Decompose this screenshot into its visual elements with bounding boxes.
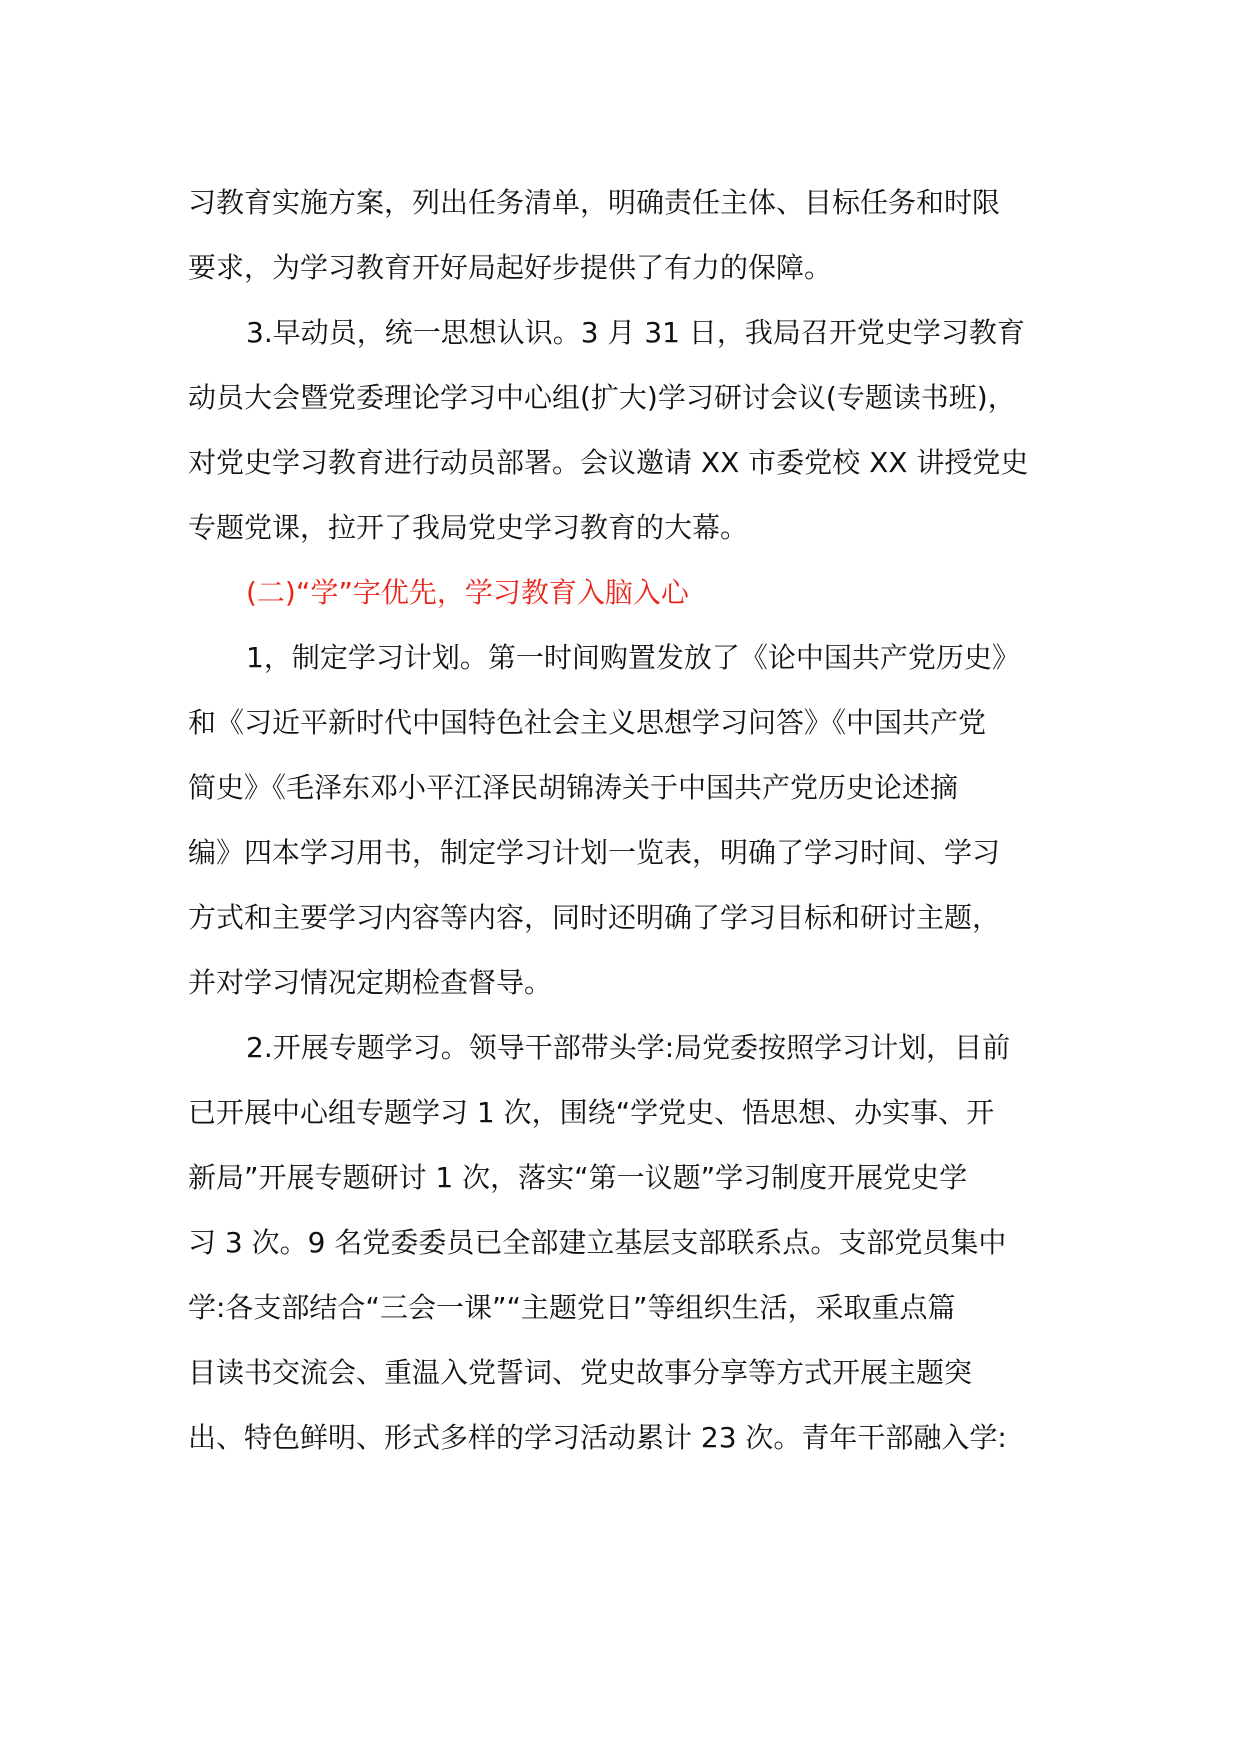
text-line: 要求，为学习教育开好局起好步提供了有力的保障。 bbox=[188, 251, 833, 284]
section-heading: (二)“学”字优先，学习教育入脑入心 bbox=[246, 576, 689, 609]
text-line: 学:各支部结合“三会一课”“主题党日”等组织生活，采取重点篇 bbox=[188, 1291, 956, 1324]
text-line: 新局”开展专题研讨 1 次，落实“第一议题”学习制度开展党史学 bbox=[188, 1161, 968, 1194]
text-line: 专题党课，拉开了我局党史学习教育的大幕。 bbox=[188, 511, 749, 544]
text-line: 对党史学习教育进行动员部署。会议邀请 XX 市委党校 XX 讲授党史 bbox=[188, 446, 1029, 479]
text-line: 简史》《毛泽东邓小平江泽民胡锦涛关于中国共产党历史论述摘 bbox=[188, 771, 959, 804]
text-line: 2.开展专题学习。领导干部带头学:局党委按照学习计划，目前 bbox=[246, 1031, 1011, 1064]
text-line: 已开展中心组专题学习 1 次，围绕“学党史、悟思想、办实事、开 bbox=[188, 1096, 995, 1129]
text-line: 目读书交流会、重温入党誓词、党史故事分享等方式开展主题突 bbox=[188, 1356, 973, 1389]
text-line: 出、特色鲜明、形式多样的学习活动累计 23 次。青年干部融入学: bbox=[188, 1421, 1007, 1454]
text-line: 动员大会暨党委理论学习中心组(扩大)学习研讨会议(专题读书班)， bbox=[188, 381, 1016, 414]
text-line: 习教育实施方案，列出任务清单，明确责任主体、目标任务和时限 bbox=[188, 186, 1001, 219]
text-line: 3.早动员，统一思想认识。3 月 31 日，我局召开党史学习教育 bbox=[246, 316, 1025, 349]
text-line: 方式和主要学习内容等内容，同时还明确了学习目标和研讨主题， bbox=[188, 901, 1001, 934]
document-body bbox=[188, 170, 1068, 1470]
text-line: 编》四本学习用书，制定学习计划一览表，明确了学习时间、学习 bbox=[188, 836, 1001, 869]
text-line: 1，制定学习计划。第一时间购置发放了《论中国共产党历史》 bbox=[246, 641, 1020, 674]
text-line: 和《习近平新时代中国特色社会主义思想学习问答》《中国共产党 bbox=[188, 706, 987, 739]
text-line: 并对学习情况定期检查督导。 bbox=[188, 966, 553, 999]
text-line: 习 3 次。9 名党委委员已全部建立基层支部联系点。支部党员集中 bbox=[188, 1226, 1007, 1259]
